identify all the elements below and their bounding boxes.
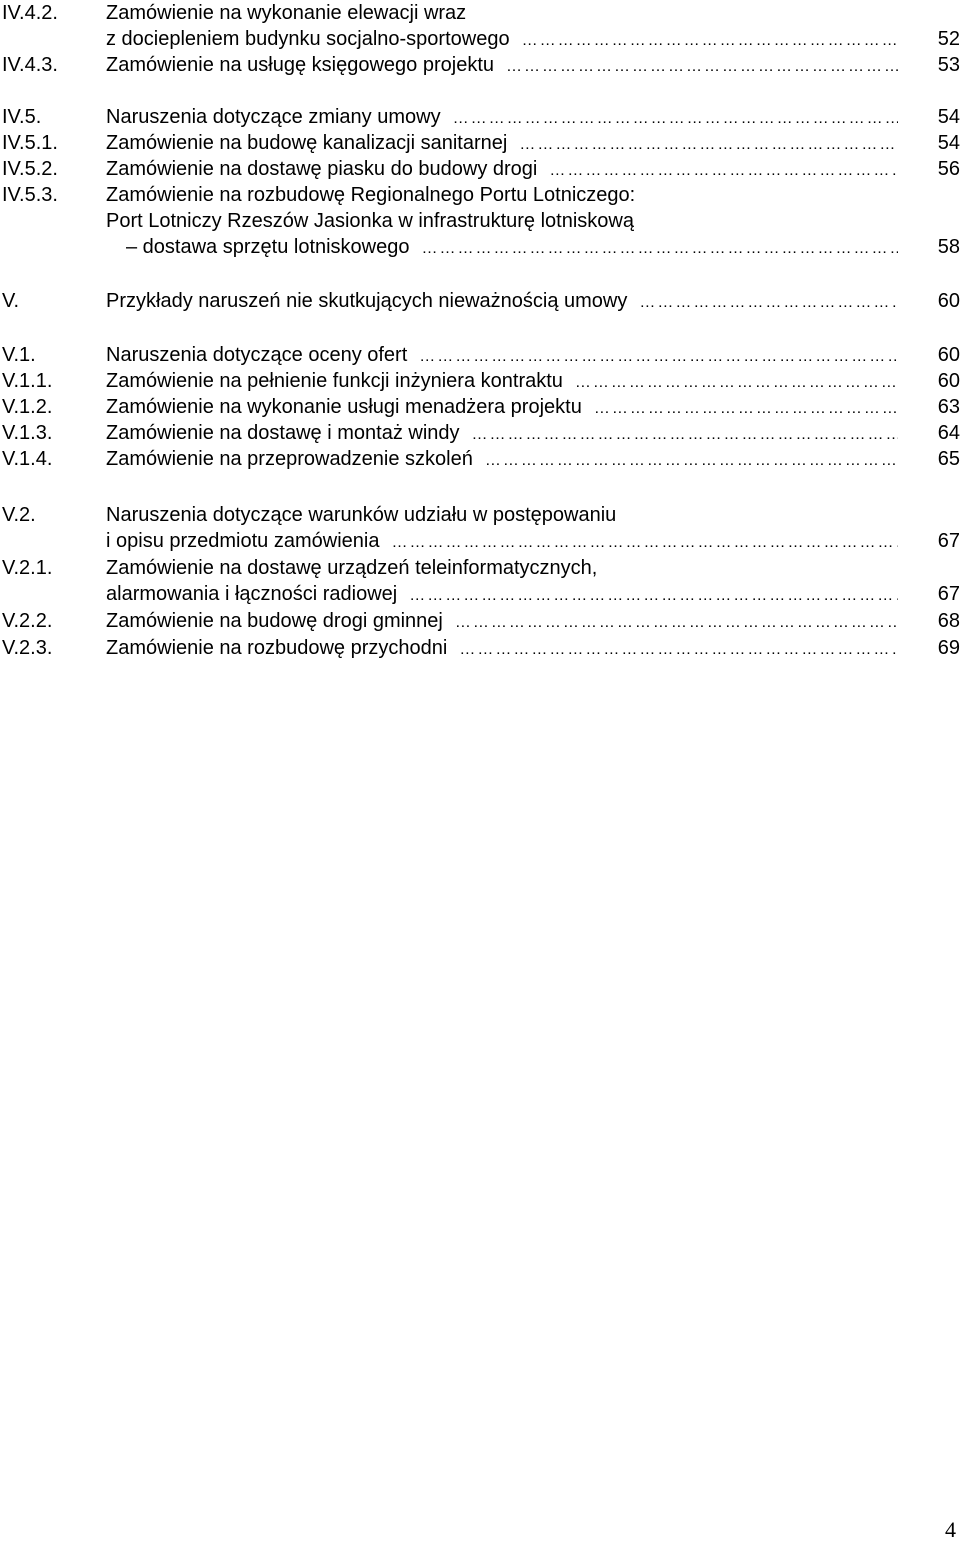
toc-entry-title: Zamówienie na budowę drogi gminnej ………………………………………………………………………………………………………… bbox=[106, 608, 898, 634]
toc-entry-number: V.2.1. bbox=[2, 557, 53, 579]
toc-entry-page: 52 bbox=[937, 28, 960, 50]
dot-leader bbox=[575, 370, 898, 396]
toc-entry-title: Zamówienie na usługę księgowego projektu ………………………………………………………………………………………………………… bbox=[106, 52, 898, 78]
dot-leader bbox=[519, 132, 898, 158]
dot-leader bbox=[549, 158, 898, 184]
toc-entry-number: V.2. bbox=[2, 504, 36, 526]
dot-leader bbox=[391, 530, 898, 556]
toc-entry-page: 60 bbox=[937, 290, 960, 312]
toc-entry-number: IV.4.2. bbox=[2, 2, 58, 24]
dot-leader bbox=[639, 290, 898, 316]
page-number: 4 bbox=[945, 1517, 956, 1542]
toc-entry-page: 64 bbox=[937, 422, 960, 444]
dot-leader bbox=[472, 422, 898, 448]
toc-entry-page: 54 bbox=[937, 132, 960, 154]
toc-entry-number: V.1.2. bbox=[2, 396, 53, 418]
toc-entry-page: 60 bbox=[937, 344, 960, 366]
toc-entry-title: Zamówienie na dostawę urządzeń teleinformatycznych, alarmowania i łączności radiowej ………………………………………………………………………………………………………… bbox=[106, 555, 898, 607]
toc-entry-title: Zamówienie na wykonanie usługi menadżera projektu ………………………………………………………………………………………………………… bbox=[106, 394, 898, 420]
toc-entry-page: 67 bbox=[937, 530, 960, 552]
toc-entry-number: IV.5.3. bbox=[2, 184, 58, 206]
toc-entry-number: V.2.2. bbox=[2, 610, 53, 632]
toc-entry-number: IV.5.2. bbox=[2, 158, 58, 180]
toc-entry-page: 53 bbox=[937, 54, 960, 76]
toc-entry-title: Zamówienie na dostawę piasku do budowy drogi ………………………………………………………………………………………………………… bbox=[106, 156, 898, 182]
dot-leader bbox=[422, 236, 899, 262]
toc-entry-page: 65 bbox=[937, 448, 960, 470]
dot-leader bbox=[594, 396, 898, 422]
dot-leader bbox=[419, 344, 898, 370]
dot-leader bbox=[485, 448, 898, 474]
toc-entry-page: 54 bbox=[937, 106, 960, 128]
toc-entry-title: Zamówienie na rozbudowę Regionalnego Portu Lotniczego: Port Lotniczy Rzeszów Jasionka w infrastrukturę lotniskową – dostawa sprzętu lotniskowego ………………………………………………………………………………………………………… bbox=[106, 182, 898, 260]
toc-entry-number: IV.4.3. bbox=[2, 54, 58, 76]
toc-entry-number: V.2.3. bbox=[2, 637, 53, 659]
dot-leader bbox=[459, 637, 898, 663]
toc-entry-title: Naruszenia dotyczące warunków udziału w postępowaniu i opisu przedmiotu zamówienia ………………………………………………………………………………………………………… bbox=[106, 502, 898, 554]
toc-entry-title: Zamówienie na przeprowadzenie szkoleń ………………………………………………………………………………………………………… bbox=[106, 446, 898, 472]
toc-entry-title: Zamówienie na dostawę i montaż windy ………………………………………………………………………………………………………… bbox=[106, 420, 898, 446]
toc-entry-title: Zamówienie na pełnienie funkcji inżyniera kontraktu ………………………………………………………………………………………………………… bbox=[106, 368, 898, 394]
toc-entry-title: Przykłady naruszeń nie skutkujących nieważnością umowy ………………………………………………………………………………………………………… bbox=[106, 288, 898, 314]
toc-entry-number: IV.5.1. bbox=[2, 132, 58, 154]
toc-entry-page: 63 bbox=[937, 396, 960, 418]
toc-entry-page: 60 bbox=[937, 370, 960, 392]
toc-entry-page: 69 bbox=[937, 637, 960, 659]
dot-leader bbox=[506, 54, 898, 80]
toc-entry-title: Naruszenia dotyczące zmiany umowy ………………………………………………………………………………………………………… bbox=[106, 104, 898, 130]
toc-entry-number: V.1.3. bbox=[2, 422, 53, 444]
toc-entry-number: IV.5. bbox=[2, 106, 42, 128]
toc-entry-page: 58 bbox=[937, 236, 960, 258]
toc-entry-number: V.1.4. bbox=[2, 448, 53, 470]
toc-entry-page: 56 bbox=[937, 158, 960, 180]
toc-entry-title: Zamówienie na budowę kanalizacji sanitarnej ………………………………………………………………………………………………………… bbox=[106, 130, 898, 156]
dot-leader bbox=[522, 28, 898, 54]
toc-entry-page: 67 bbox=[937, 583, 960, 605]
dot-leader bbox=[409, 583, 898, 609]
toc-entry-title: Zamówienie na rozbudowę przychodni ………………………………………………………………………………………………………… bbox=[106, 635, 898, 661]
toc-entry-number: V. bbox=[2, 290, 20, 312]
dot-leader bbox=[455, 610, 898, 636]
dot-leader bbox=[453, 106, 898, 132]
toc-entry-page: 68 bbox=[937, 610, 960, 632]
toc-entry-title: Naruszenia dotyczące oceny ofert ………………………………………………………………………………………………………… bbox=[106, 342, 898, 368]
toc-entry-title: Zamówienie na wykonanie elewacji wraz z dociepleniem budynku socjalno-sportowego ………………………………………………………………………………………………………… bbox=[106, 0, 898, 52]
toc-entry-number: V.1. bbox=[2, 344, 36, 366]
toc-entry-number: V.1.1. bbox=[2, 370, 53, 392]
